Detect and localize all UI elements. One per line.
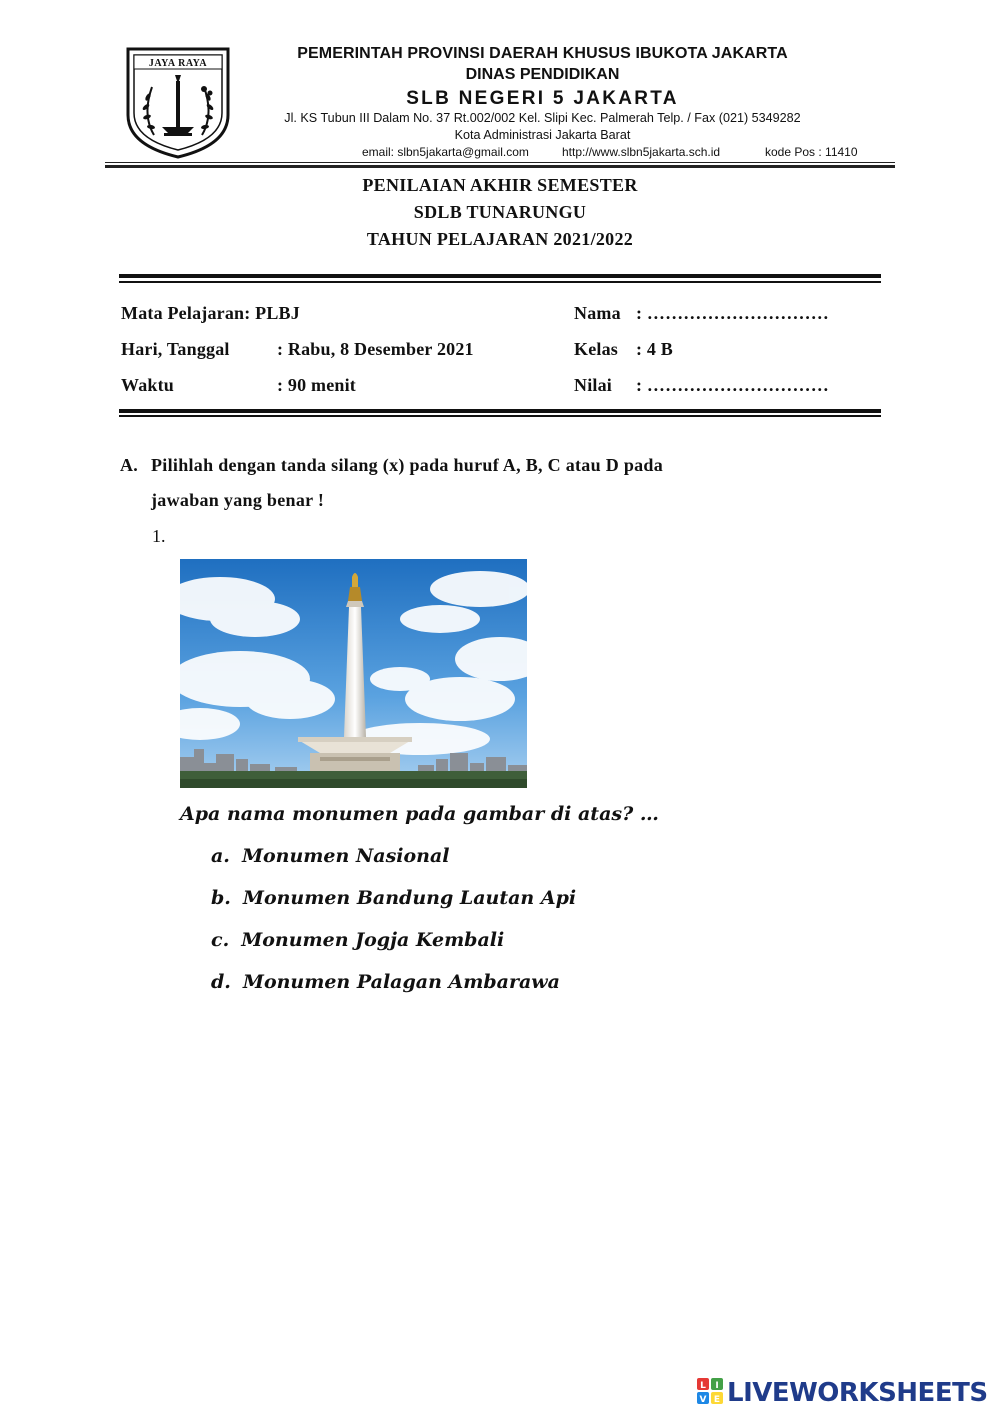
class-label: Kelas xyxy=(574,339,618,359)
question-number: 1. xyxy=(152,526,166,546)
letterhead-address: Jl. KS Tubun III Dalam No. 37 Rt.002/002 Kel. Slipi Kec. Palmerah Telp. / Fax (021) 5349282 xyxy=(284,111,801,125)
watermark-text: LIVEWORKSHEETS xyxy=(727,1378,988,1408)
liveworksheets-logo-icon xyxy=(697,1378,723,1409)
option-c-text: Monumen Jogja Kembali xyxy=(241,929,505,951)
question-text: Apa nama monumen pada gambar di atas? … xyxy=(180,803,659,825)
liveworksheets-watermark xyxy=(697,1378,988,1408)
option-c[interactable] xyxy=(211,929,504,951)
option-a-letter: a. xyxy=(211,845,230,867)
section-a-instruction-line2: jawaban yang benar ! xyxy=(151,490,325,510)
option-d-text: Monumen Palagan Ambarawa xyxy=(242,971,560,993)
name-label: Nama xyxy=(574,303,621,323)
info-box-bottom-rule-thin xyxy=(119,415,881,417)
class-value: : 4 B xyxy=(636,339,673,359)
score-label: Nilai xyxy=(574,375,613,395)
option-c-letter: c. xyxy=(211,929,230,951)
date-value: : Rabu, 8 Desember 2021 xyxy=(277,339,474,359)
letterhead-postal-code: kode Pos : 11410 xyxy=(765,145,858,159)
svg-text:I: I xyxy=(715,1380,719,1391)
letterhead-department-line: DINAS PENDIDIKAN xyxy=(465,66,620,83)
svg-text:JAYA RAYA: JAYA RAYA xyxy=(148,58,208,69)
info-box-top-rule xyxy=(119,274,881,278)
score-field[interactable]: : ………………………… xyxy=(636,375,829,395)
option-a-text: Monumen Nasional xyxy=(241,845,450,867)
letterhead-government-line: PEMERINTAH PROVINSI DAERAH KHUSUS IBUKOTA JAKARTA xyxy=(297,45,788,62)
jakarta-seal-logo xyxy=(124,45,232,159)
exam-class-type: SDLB TUNARUNGU xyxy=(413,202,587,222)
letterhead-divider-thin xyxy=(105,162,895,163)
option-b-text: Monumen Bandung Lautan Api xyxy=(242,887,577,909)
option-b[interactable] xyxy=(211,887,576,909)
letterhead-city: Kota Administrasi Jakarta Barat xyxy=(454,128,631,142)
name-field[interactable]: : ………………………… xyxy=(636,303,829,323)
info-box-top-rule-thin xyxy=(119,281,881,283)
exam-title: PENILAIAN AKHIR SEMESTER xyxy=(362,175,638,195)
option-d-letter: d. xyxy=(211,971,231,993)
subject-label: Mata Pelajaran: PLBJ xyxy=(121,303,300,323)
letterhead-website: http://www.slbn5jakarta.sch.id xyxy=(562,145,721,159)
monument-photo xyxy=(180,559,527,788)
date-label: Hari, Tanggal xyxy=(121,339,230,359)
section-a-instruction-line1: Pilihlah dengan tanda silang (x) pada huruf A, B, C atau D pada xyxy=(151,455,664,475)
letterhead-divider-thick xyxy=(105,165,895,168)
option-d[interactable] xyxy=(211,971,560,993)
time-value: : 90 menit xyxy=(277,375,356,395)
letterhead-school-name: SLB NEGERI 5 JAKARTA xyxy=(406,88,679,109)
svg-text:V: V xyxy=(699,1394,707,1404)
svg-text:L: L xyxy=(700,1380,706,1391)
info-box-bottom-rule xyxy=(119,409,881,413)
exam-school-year: TAHUN PELAJARAN 2021/2022 xyxy=(366,229,634,249)
section-a-marker: A. xyxy=(120,455,139,475)
option-b-letter: b. xyxy=(211,887,231,909)
svg-text:E: E xyxy=(713,1394,721,1404)
option-a[interactable] xyxy=(211,845,450,867)
time-label: Waktu xyxy=(121,375,175,395)
letterhead-email: email: slbn5jakarta@gmail.com xyxy=(362,145,529,159)
